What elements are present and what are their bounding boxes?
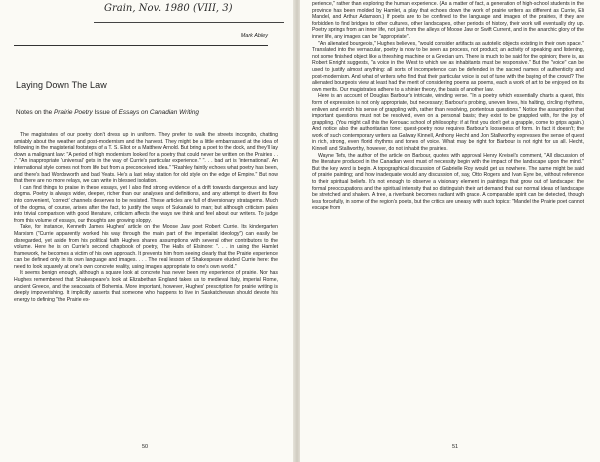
handwritten-underline <box>94 22 284 23</box>
paragraph: Here is an account of Douglas Barbour's intricate, winding verse. "In a poetry which essentially charts a quest, this form of expression is not only appropriate, but necessary; Barbour's probing, uneven lines, his halting, circling rhythms, enliven and enrich his sense of grappling with, rather than resolving, portentous questions." Notice the assumption that important questions must not be resolved, even on a personal basis; they exist to be grappled with, for the joy of grappling. (You might call this the Kerouac school of philosophy: if at first you don't get a grapple, come to grips again.) And notice also the authoritarian tone: quest-poetry now requires Barbour's looseness of form. In fact it doesn't; the work of such contemporary writers as Galway Kinnell, Anthony Hecht and Jon Stallworthy expresses the sense of quest in rich, strong, even florid rhythms and tones of voice. What may be right for Barbour is not right for us all. Hecht, Kinnell and Stallworthy, however, do not inhabit the prairies. <box>312 93 584 153</box>
subtitle-prefix: Notes on the <box>16 109 55 116</box>
page-number-right: 51 <box>452 444 459 450</box>
article-title: Laying Down The Law <box>16 80 107 90</box>
paragraph: Take, for instance, Kenneth James Hughes' article on the Moose Jaw poet Robert Currie. Its kindergarten Marxism ("Currie apparently worked his way through the main part of the imperialist ideology") can easily be disregarded, yet aside from his political faith Hughes shares assumptions with several other contributors to the volume. Here he is on Currie's second chapbook of poetry, The Halls of Elsinore: ". . . in using the Hamlet framework, he becomes a victim of his own approach. It prevents him from seeing clearly that the Prairie experience can be defined only in its own language and images. . . . The real lesson of Shakespeare eluded Currie here: the need to look squarely at one's own concrete reality, using images appropriate to one's own world." <box>14 224 278 270</box>
paragraph: "An alienated bourgeois," Hughes believes, "would consider artifacts as autotelic objects existing in their own space." Translated into the vernacular, poetry is now to be seen as process, not product; an activity of speaking and listening, not some finished object like a threshing machine or a Grecian urn. There is much to be said for the opinion; there is, as Robert Enright suggests, "a voice in the West to which we as inhabitants must be responsive." But the "voice" can be used to justify almost anything: all sorts of incompetence can be defended in the sacred names of authenticity and post-modernism. And what of writers who find that their particular voice is out of tune with the baying of the crowd? The alienated bourgeois view at least had the merit of considering poems as poems, each a work of art to be enjoyed on its own merits. Our magistrates adhere to a shinier theory, the basis of another law. <box>312 40 584 93</box>
paragraph: I can find things to praise in these essays, yet I also find strong evidence of a drift towards dangerous and lazy dogma. Poetry is always wider, deeper, richer than our analyses and definitions, and any attempt to divert its flow into convenient, 'correct' channels deserves to be resisted. These articles are full of diversionary stratagems. Much of the dogma, of course, arises after the fact, to justify the ways of Sukanaki to man; but although criticism pales into trivial comparison with good literature, criticism affects the ways we think and feel about our writers. To judge from this volume of essays, our thoughts are growing sloppy. <box>14 184 278 224</box>
paragraph: Wayne Tefs, the author of the article on Barbour, quotes with approval Henry Kreisel's comment, "All discussion of the literature produced in the Canadian west must of necessity begin with the impact of the landscape upon the mind." But the key word is begin. A topographical discussion of Gabrielle Roy would get us nowhere. The same might be said of prairie painting; and how inadequate would any discussion of, say, Otto Rogers and Ivan Eyre be, without reference to their spiritual beliefs. It's not enough to observe a visionary element in paintings that grow out of landscape: the formal preoccupations and the spiritual intensity that so distinguish their art demand that our normal ideas of landscape be stretched and shaken. A tree, a riverbank becomes radiant with grace. A comparable spirit can be detected, though less forcefully, in some of the region's poets, but the critics are uneasy with such topics: "Mandel the Prairie poet cannot escape from <box>312 152 584 212</box>
paragraph: perience," rather than exploring the human experience. (As a matter of fact, a generation of high-school students in the province has been molded by Hamlet, a play that echoes down the work of prairie writers as different as Currie, Eli Mandel, and Arthur Adamson.) If poets are to be confined to the language and images of the prairies, if they are forbidden to find bridges to other cultures, other landscapes, other periods of history, their work will eventually dry up. Poetry springs from an inner life, not just from the alleys of Moose Jaw or Swift Current, and in the anarchic glory of the inner life, any images can be "appropriate". <box>312 1 584 40</box>
article-subtitle <box>16 109 199 116</box>
subtitle-issue-title: Prairie Poetry <box>54 109 93 116</box>
left-body-text <box>14 132 278 450</box>
handwritten-note: Grain, Nov. 1980 (VIII, 3) <box>104 3 233 14</box>
page-number-left: 50 <box>142 444 149 450</box>
left-page <box>0 0 294 462</box>
paragraph: The magistrates of our poetry don't dress up in uniform. They prefer to walk the streets incognito, chatting amiably about the weather and post-modernism and the harvest. They might be a little embarrassed at the idea of following in the magisterial footsteps of a T. S. Eliot or a Matthew Arnold. But bring a poet to the dock, and they'll lay down a malignant law: "A period of high modernism looked for a poetry that could never be written on the Prairies . . ." "An inappropriate 'universal' gets in the way of Currie's particular experience." ". . . bad art is 'international'. An international style comes not from life but from a preconceived idea." "Rashley faintly echoes what poetry has been, and there's bad Wordsworth and bad Yeats. He's a last relay station for old style on the edge of Empire." But now that there are no more relays, we can write in blessed isolation. <box>14 132 278 185</box>
author-name: Mark Abley <box>240 33 268 39</box>
paragraph: It seems benign enough, although a square look at concrete has never been my experience of prairie. Nor has Hughes remembered that Shakespeare's look at Elizabethan England takes us to medieval Italy, imperial Rome, ancient Greece, and the seacoasts of Bohemia. More important, however, Hughes' prescription for prairie writing is deeply impoverishing. It implicitly asserts that someone who happens to live in Saskatchewan should devote his energy to defining "the Prairie ex- <box>14 270 278 303</box>
subtitle-journal: Essays on Canadian Writing <box>118 109 199 116</box>
subtitle-middle: Issue of <box>92 109 119 116</box>
header-rule <box>14 45 268 46</box>
right-body-text <box>312 1 584 449</box>
